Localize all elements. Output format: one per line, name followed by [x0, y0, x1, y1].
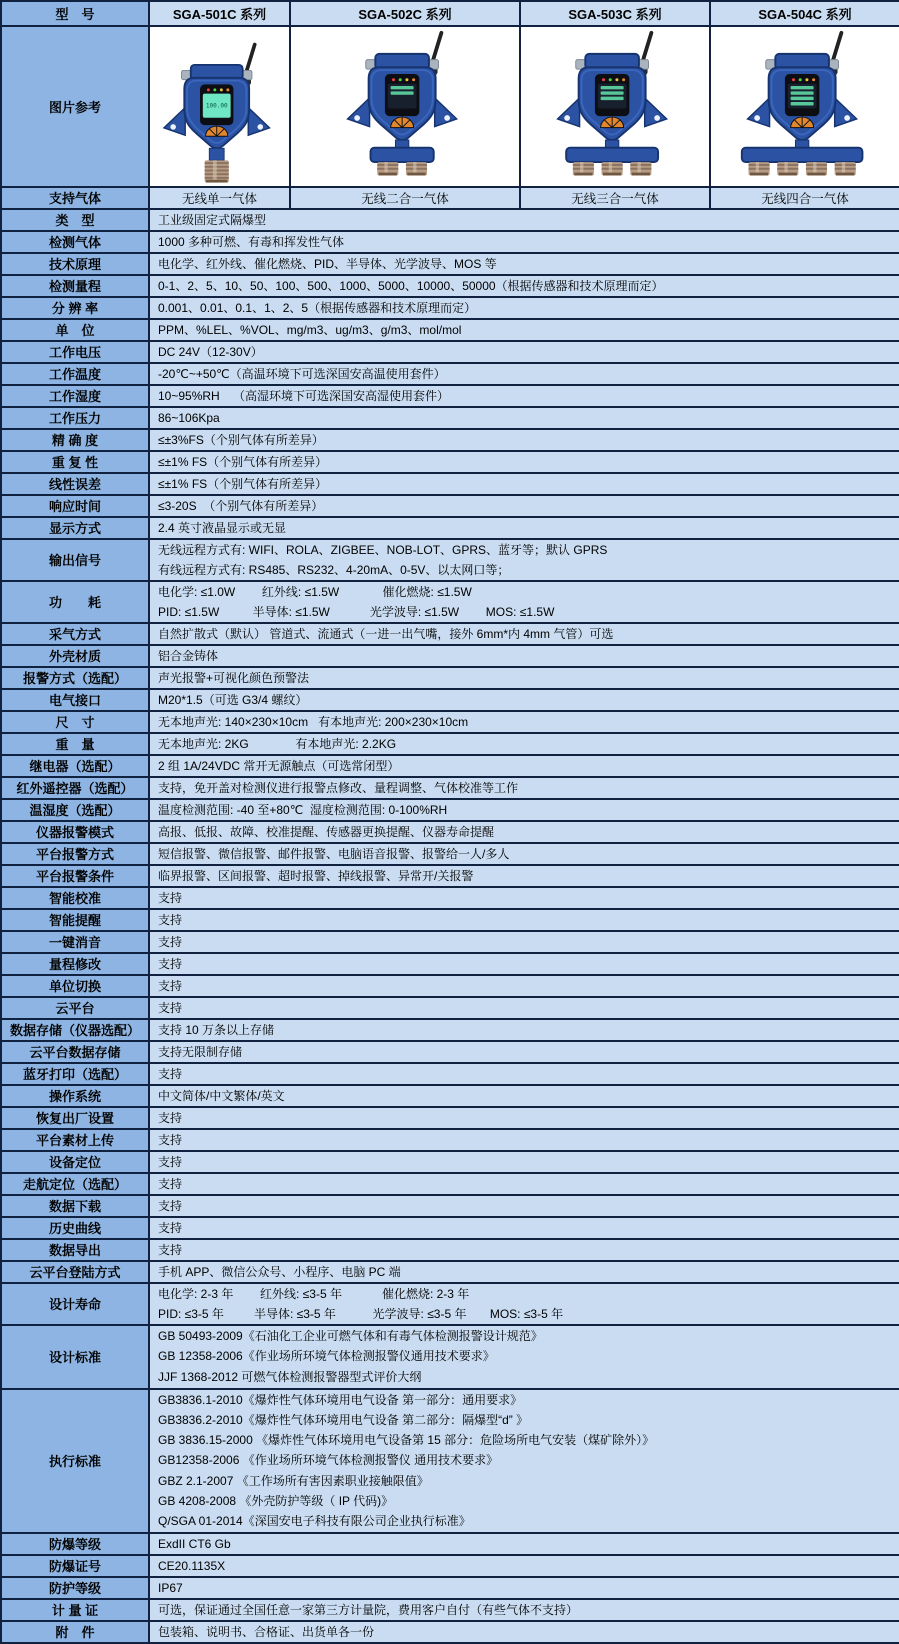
device-image [521, 27, 709, 186]
spec-label: 数据下载 [1, 1195, 149, 1217]
spec-line: DC 24V（12-30V） [158, 344, 263, 359]
spec-label: 历史曲线 [1, 1217, 149, 1239]
spec-value [149, 1389, 899, 1533]
spec-label: 平台报警方式 [1, 843, 149, 865]
spec-value [149, 1599, 899, 1621]
spec-label: 智能提醒 [1, 909, 149, 931]
spec-label: 重 复 性 [1, 451, 149, 473]
spec-line: 工业级固定式隔爆型 [158, 212, 267, 227]
spec-row [1, 1063, 899, 1085]
device-image-cell [710, 26, 899, 187]
spec-line: 电化学: 2-3 年 红外线: ≤3-5 年 催化燃烧: 2-3 年 [158, 1286, 470, 1301]
spec-label: 红外遥控器（选配） [1, 777, 149, 799]
spec-row [1, 1239, 899, 1261]
spec-value [149, 1063, 899, 1085]
spec-value [149, 1019, 899, 1041]
model-name-sga-504c: SGA-504C 系列 [710, 1, 899, 26]
spec-line: 无线远程方式有: WIFI、ROLA、ZIGBEE、NOB-LOT、GPRS、蓝牙等；默认 GPRS [158, 542, 608, 557]
spec-value [149, 1555, 899, 1577]
spec-row [1, 429, 899, 451]
spec-value [149, 1283, 899, 1325]
spec-value [149, 209, 899, 231]
spec-row [1, 1621, 899, 1643]
spec-line: PID: ≤3-5 年 半导体: ≤3-5 年 光学波导: ≤3-5 年 MOS: ≤3-5 年 [158, 1306, 564, 1321]
spec-row [1, 275, 899, 297]
spec-value [149, 799, 899, 821]
spec-value [149, 865, 899, 887]
spec-value [149, 887, 899, 909]
image-reference-row [1, 26, 899, 187]
spec-row [1, 1217, 899, 1239]
spec-value [149, 495, 899, 517]
spec-value [149, 297, 899, 319]
spec-label: 输出信号 [1, 539, 149, 581]
spec-label: 工作压力 [1, 407, 149, 429]
spec-label: 云平台数据存储 [1, 1041, 149, 1063]
spec-value [149, 539, 899, 581]
spec-line: 支持 [158, 890, 183, 905]
spec-label: 分 辨 率 [1, 297, 149, 319]
supported-gas-value: 无线三合一气体 [520, 187, 710, 209]
spec-label: 单位切换 [1, 975, 149, 997]
spec-row [1, 297, 899, 319]
spec-label: 云平台登陆方式 [1, 1261, 149, 1283]
spec-value [149, 451, 899, 473]
device-image-cell [149, 26, 290, 187]
spec-label: 功 耗 [1, 581, 149, 623]
spec-row [1, 341, 899, 363]
spec-row [1, 623, 899, 645]
spec-row [1, 1261, 899, 1283]
spec-line: 2 组 1A/24VDC 常开无源触点（可选常闭型） [158, 758, 400, 773]
spec-row [1, 1555, 899, 1577]
spec-label: 工作温度 [1, 363, 149, 385]
spec-line: 86~106Kpa [158, 410, 220, 425]
spec-line: 支持 [158, 956, 183, 971]
spec-row [1, 755, 899, 777]
device-image-cell [290, 26, 520, 187]
spec-row [1, 1173, 899, 1195]
spec-value [149, 931, 899, 953]
spec-row [1, 363, 899, 385]
spec-label: 电气接口 [1, 689, 149, 711]
spec-line: 支持 10 万条以上存储 [158, 1022, 275, 1037]
spec-line: 短信报警、微信报警、邮件报警、电脑语音报警、报警给一人/多人 [158, 846, 510, 861]
spec-line: 支持 [158, 1242, 183, 1257]
spec-value [149, 275, 899, 297]
spec-line: 支持 [158, 1132, 183, 1147]
spec-row [1, 495, 899, 517]
spec-line: JJF 1368-2012 可燃气体检测报警器型式评价大纲 [158, 1369, 422, 1384]
spec-value [149, 623, 899, 645]
spec-value [149, 473, 899, 495]
spec-row [1, 645, 899, 667]
supported-gas-label: 支持气体 [1, 187, 149, 209]
spec-row [1, 843, 899, 865]
spec-label: 执行标准 [1, 1389, 149, 1533]
spec-line: ≤±1% FS（个别气体有所差异） [158, 454, 328, 469]
spec-label: 重 量 [1, 733, 149, 755]
spec-value [149, 667, 899, 689]
spec-value [149, 517, 899, 539]
spec-value [149, 1085, 899, 1107]
spec-line: 无本地声光: 140×230×10cm 有本地声光: 200×230×10cm [158, 714, 469, 729]
spec-value [149, 909, 899, 931]
spec-value [149, 231, 899, 253]
spec-value [149, 733, 899, 755]
supported-gas-value: 无线二合一气体 [290, 187, 520, 209]
spec-line: 包装箱、说明书、合格证、出货单各一份 [158, 1624, 375, 1639]
spec-table-body [1, 1, 899, 1643]
spec-row [1, 909, 899, 931]
spec-value [149, 1041, 899, 1063]
spec-row [1, 451, 899, 473]
spec-row [1, 1599, 899, 1621]
spec-label: 设备定位 [1, 1151, 149, 1173]
spec-row [1, 887, 899, 909]
spec-line: CE20.1135X [158, 1558, 226, 1573]
spec-label: 计 量 证 [1, 1599, 149, 1621]
spec-label: 仪器报警模式 [1, 821, 149, 843]
spec-value [149, 341, 899, 363]
spec-line: 支持 [158, 978, 183, 993]
model-name-sga-502c: SGA-502C 系列 [290, 1, 520, 26]
spec-row [1, 997, 899, 1019]
spec-row [1, 385, 899, 407]
model-header-row [1, 1, 899, 26]
spec-label: 报警方式（选配） [1, 667, 149, 689]
spec-line: 中文简体/中文繁体/英文 [158, 1088, 285, 1103]
spec-line: 有线远程方式有: RS485、RS232、4-20mA、0-5V、以太网口等； [158, 562, 510, 577]
spec-row [1, 1129, 899, 1151]
spec-row [1, 1019, 899, 1041]
spec-label: 操作系统 [1, 1085, 149, 1107]
spec-line: 0-1、2、5、10、50、100、500、1000、5000、10000、50000（根据传感器和技术原理而定） [158, 278, 664, 293]
spec-value [149, 711, 899, 733]
spec-row [1, 1085, 899, 1107]
spec-row [1, 821, 899, 843]
spec-line: M20*1.5（可选 G3/4 螺纹） [158, 692, 308, 707]
spec-label: 检测量程 [1, 275, 149, 297]
spec-row [1, 1041, 899, 1063]
spec-label: 平台素材上传 [1, 1129, 149, 1151]
spec-value [149, 821, 899, 843]
spec-value [149, 755, 899, 777]
spec-row [1, 1533, 899, 1555]
spec-value [149, 1325, 899, 1389]
spec-value [149, 1261, 899, 1283]
spec-value [149, 689, 899, 711]
spec-value [149, 363, 899, 385]
spec-row [1, 975, 899, 997]
spec-line: 温度检测范围: -40 至+80℃ 湿度检测范围: 0-100%RH [158, 802, 448, 817]
spec-value [149, 429, 899, 451]
spec-value [149, 407, 899, 429]
spec-label: 防护等级 [1, 1577, 149, 1599]
spec-label: 线性误差 [1, 473, 149, 495]
spec-value [149, 319, 899, 341]
spec-label: 尺 寸 [1, 711, 149, 733]
spec-row [1, 253, 899, 275]
spec-label: 数据导出 [1, 1239, 149, 1261]
spec-row [1, 953, 899, 975]
spec-value [149, 1533, 899, 1555]
spec-label: 技术原理 [1, 253, 149, 275]
spec-line: GB 3836.15-2000 《爆炸性气体环境用电气设备第 15 部分：危险场所电气安装（煤矿除外）》 [158, 1433, 655, 1448]
spec-value [149, 1173, 899, 1195]
spec-line: 支持 [158, 912, 183, 927]
spec-line: ≤±3%FS（个别气体有所差异） [158, 432, 324, 447]
spec-line: 无本地声光: 2KG 有本地声光: 2.2KG [158, 736, 397, 751]
spec-line: 电化学: ≤1.0W 红外线: ≤1.5W 催化燃烧: ≤1.5W [158, 584, 472, 599]
spec-label: 响应时间 [1, 495, 149, 517]
spec-row [1, 931, 899, 953]
spec-label: 检测气体 [1, 231, 149, 253]
spec-line: 2.4 英寸液晶显示或无显 [158, 520, 287, 535]
spec-label: 精 确 度 [1, 429, 149, 451]
model-name-sga-503c: SGA-503C 系列 [520, 1, 710, 26]
spec-line: IP67 [158, 1580, 183, 1595]
svg-text:100.00: 100.00 [205, 102, 228, 110]
spec-line: 支持 [158, 1000, 183, 1015]
spec-row [1, 473, 899, 495]
spec-row [1, 1107, 899, 1129]
spec-label: 工作湿度 [1, 385, 149, 407]
spec-line: 支持 [158, 1110, 183, 1125]
spec-row [1, 1283, 899, 1325]
spec-row [1, 733, 899, 755]
spec-row [1, 667, 899, 689]
spec-line: PPM、%LEL、%VOL、mg/m3、ug/m3、g/m3、mol/mol [158, 322, 462, 337]
spec-label: 防爆等级 [1, 1533, 149, 1555]
spec-label: 外壳材质 [1, 645, 149, 667]
spec-line: 支持 [158, 1154, 183, 1169]
spec-value [149, 1129, 899, 1151]
spec-line: GB 50493-2009《石油化工企业可燃气体和有毒气体检测报警设计规范》 [158, 1328, 543, 1343]
spec-line: 支持 [158, 1198, 183, 1213]
spec-row [1, 517, 899, 539]
supported-gas-value: 无线单一气体 [149, 187, 290, 209]
spec-line: 支持，免开盖对检测仪进行报警点修改、量程调整、气体校准等工作 [158, 780, 519, 795]
spec-value [149, 997, 899, 1019]
spec-label: 工作电压 [1, 341, 149, 363]
spec-row [1, 799, 899, 821]
spec-value [149, 843, 899, 865]
spec-line: GB 4208-2008 《外壳防护等级（ IP 代码)》 [158, 1493, 394, 1508]
spec-value [149, 645, 899, 667]
spec-label: 类 型 [1, 209, 149, 231]
spec-line: ≤3-20S （个别气体有所差异） [158, 498, 324, 513]
spec-label: 平台报警条件 [1, 865, 149, 887]
spec-value [149, 777, 899, 799]
spec-line: 声光报警+可视化颜色预警法 [158, 670, 310, 685]
spec-line: 电化学、红外线、催化燃烧、PID、半导体、光学波导、MOS 等 [158, 256, 497, 271]
spec-line: -20℃~+50℃（高温环境下可选深国安高温使用套件） [158, 366, 446, 381]
spec-label: 一键消音 [1, 931, 149, 953]
spec-line: ExdII CT6 Gb [158, 1536, 231, 1551]
spec-label: 单 位 [1, 319, 149, 341]
spec-value [149, 975, 899, 997]
spec-row [1, 1195, 899, 1217]
spec-line: 支持 [158, 934, 183, 949]
spec-label: 走航定位（选配） [1, 1173, 149, 1195]
spec-line: ≤±1% FS（个别气体有所差异） [158, 476, 328, 491]
spec-row [1, 1577, 899, 1599]
spec-row [1, 711, 899, 733]
spec-label: 采气方式 [1, 623, 149, 645]
spec-line: 0.001、0.01、0.1、1、2、5（根据传感器和技术原理而定） [158, 300, 477, 315]
spec-line: GB 12358-2006《作业场所环境气体检测报警仪通用技术要求》 [158, 1349, 495, 1364]
spec-value [149, 953, 899, 975]
device-image [711, 27, 899, 186]
spec-line: 支持无限制存储 [158, 1044, 243, 1059]
image-row-label: 图片参考 [1, 26, 149, 187]
spec-line: 支持 [158, 1176, 183, 1191]
spec-line: PID: ≤1.5W 半导体: ≤1.5W 光学波导: ≤1.5W MOS: ≤1.5W [158, 604, 555, 619]
spec-line: 自然扩散式（默认） 管道式、流通式（一进一出气嘴，接外 6mm*内 4mm 气管）可选 [158, 626, 614, 641]
spec-line: 10~95%RH （高湿环境下可选深国安高湿使用套件） [158, 388, 450, 403]
spec-line: GB3836.2-2010《爆炸性气体环境用电气设备 第二部分：隔爆型“d” 》 [158, 1412, 529, 1427]
spec-row [1, 209, 899, 231]
spec-row [1, 1151, 899, 1173]
spec-value [149, 1195, 899, 1217]
spec-line: GB12358-2006 《作业场所环境气体检测报警仪 通用技术要求》 [158, 1453, 499, 1468]
spec-value [149, 385, 899, 407]
spec-line: 临界报警、区间报警、超时报警、掉线报警、异常开/关报警 [158, 868, 474, 883]
spec-label: 温湿度（选配） [1, 799, 149, 821]
spec-row [1, 539, 899, 581]
spec-label: 防爆证号 [1, 1555, 149, 1577]
spec-label: 云平台 [1, 997, 149, 1019]
device-image-cell [520, 26, 710, 187]
spec-line: GB3836.1-2010《爆炸性气体环境用电气设备 第一部分：通用要求》 [158, 1392, 523, 1407]
spec-label: 量程修改 [1, 953, 149, 975]
spec-label: 附 件 [1, 1621, 149, 1643]
spec-line: 1000 多种可燃、有毒和挥发性气体 [158, 234, 345, 249]
spec-label: 显示方式 [1, 517, 149, 539]
spec-row [1, 407, 899, 429]
spec-row [1, 231, 899, 253]
model-name-sga-501c: SGA-501C 系列 [149, 1, 290, 26]
spec-value [149, 581, 899, 623]
spec-label: 设计标准 [1, 1325, 149, 1389]
spec-line: 支持 [158, 1066, 183, 1081]
spec-row [1, 1325, 899, 1389]
spec-line: 手机 APP、微信公众号、小程序、电脑 PC 端 [158, 1264, 401, 1279]
spec-line: GBZ 2.1-2007 《工作场所有害因素职业接触限值》 [158, 1473, 429, 1488]
spec-value [149, 1621, 899, 1643]
spec-value [149, 1577, 899, 1599]
spec-value [149, 1239, 899, 1261]
supported-gas-value: 无线四合一气体 [710, 187, 899, 209]
spec-line: 高报、低报、故障、校准提醒、传感器更换提醒、仪器寿命提醒 [158, 824, 495, 839]
spec-label: 智能校准 [1, 887, 149, 909]
spec-label: 蓝牙打印（选配） [1, 1063, 149, 1085]
spec-line: 支持 [158, 1220, 183, 1235]
spec-row [1, 689, 899, 711]
spec-row [1, 865, 899, 887]
spec-label: 恢复出厂设置 [1, 1107, 149, 1129]
spec-line: Q/SGA 01-2014《深国安电子科技有限公司企业执行标准》 [158, 1514, 471, 1529]
model-header-label: 型 号 [1, 1, 149, 26]
spec-label: 继电器（选配） [1, 755, 149, 777]
spec-row [1, 319, 899, 341]
spec-line: 铝合金铸体 [158, 648, 219, 663]
spec-value [149, 253, 899, 275]
spec-value [149, 1151, 899, 1173]
spec-value [149, 1217, 899, 1239]
supported-gas-row [1, 187, 899, 209]
spec-value [149, 1107, 899, 1129]
spec-label: 设计寿命 [1, 1283, 149, 1325]
spec-row [1, 581, 899, 623]
spec-row [1, 777, 899, 799]
spec-line: 可选，保证通过全国任意一家第三方计量院，费用客户自付（有些气体不支持） [158, 1602, 579, 1617]
spec-row [1, 1389, 899, 1533]
device-image [291, 27, 519, 186]
spec-label: 数据存储（仪器选配） [1, 1019, 149, 1041]
device-image [150, 27, 289, 186]
